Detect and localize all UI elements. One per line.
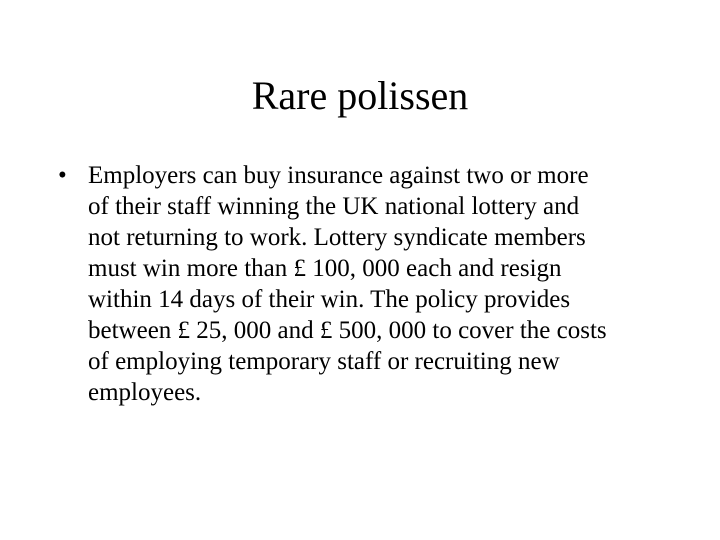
bullet-dot-icon: • xyxy=(58,162,67,189)
bullet-text-line: between £ 25, 000 and £ 500, 000 to cover the costs xyxy=(88,317,607,344)
bullet-text-line: within 14 days of their win. The policy provides xyxy=(88,286,571,313)
bullet-list xyxy=(58,160,658,408)
bullet-text-line: of employing temporary staff or recruiting new xyxy=(88,348,560,375)
bullet-item xyxy=(58,160,658,408)
bullet-text-line: not returning to work. Lottery syndicate members xyxy=(88,224,586,251)
bullet-text-line: Employers can buy insurance against two or more xyxy=(88,162,589,189)
bullet-text-line: of their staff winning the UK national lottery and xyxy=(88,193,580,220)
bullet-text-line: must win more than £ 100, 000 each and resign xyxy=(88,255,562,282)
bullet-text-line: employees. xyxy=(88,379,202,406)
slide-title: Rare polissen xyxy=(251,73,469,118)
